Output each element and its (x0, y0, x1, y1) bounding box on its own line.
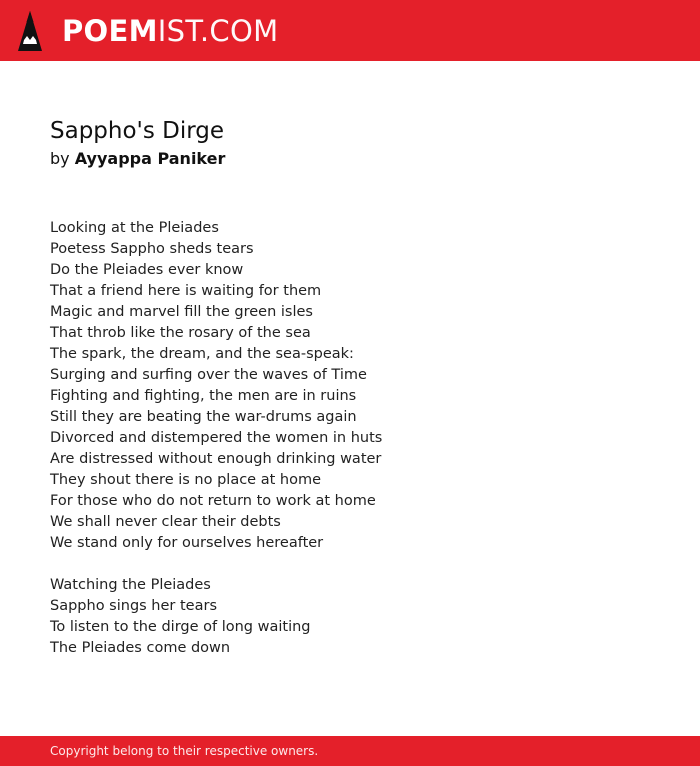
poem-line: Poetess Sappho sheds tears (50, 241, 254, 257)
brand-bold: POEM (62, 14, 158, 48)
poem-line: That a friend here is waiting for them (50, 283, 322, 299)
poem-line: They shout there is no place at home (50, 472, 321, 488)
poem-line: Still they are beating the war-drums again (50, 409, 357, 425)
site-logo-text[interactable] (62, 11, 278, 51)
poem-line: Sappho sings her tears (50, 598, 217, 614)
poem-line: Are distressed without enough drinking water (50, 451, 382, 467)
poem-line: Do the Pleiades ever know (50, 262, 244, 278)
poem-line: To listen to the dirge of long waiting (50, 619, 311, 635)
poem-stanza (50, 218, 650, 554)
poem-title: Sappho's Dirge (50, 118, 225, 144)
poem-line: Watching the Pleiades (50, 577, 211, 593)
poem-line: Fighting and fighting, the men are in ruins (50, 388, 357, 404)
poem-byline (50, 148, 225, 170)
poem-line: We stand only for ourselves hereafter (50, 535, 324, 551)
poem-line: For those who do not return to work at home (50, 493, 376, 509)
poem-line: Looking at the Pleiades (50, 220, 219, 236)
brand-light: IST.COM (157, 14, 279, 48)
poem-line: Surging and surfing over the waves of Time (50, 367, 367, 383)
site-header (0, 0, 700, 61)
site-footer (0, 736, 700, 766)
poem-line: Magic and marvel fill the green isles (50, 304, 313, 320)
poem-author: Ayyappa Paniker (74, 149, 226, 168)
poem-body (50, 218, 650, 680)
poem-line: The spark, the dream, and the sea-speak: (50, 346, 354, 362)
poem-line: That throb like the rosary of the sea (50, 325, 311, 341)
poem-line: The Pleiades come down (50, 640, 231, 656)
pencil-logo-icon[interactable] (17, 10, 43, 52)
poem-line: We shall never clear their debts (50, 514, 281, 530)
poem-line: Divorced and distempered the women in huts (50, 430, 383, 446)
by-label: by (50, 149, 70, 168)
poem-stanza (50, 575, 650, 659)
copyright-text: Copyright belong to their respective owners. (50, 744, 319, 758)
